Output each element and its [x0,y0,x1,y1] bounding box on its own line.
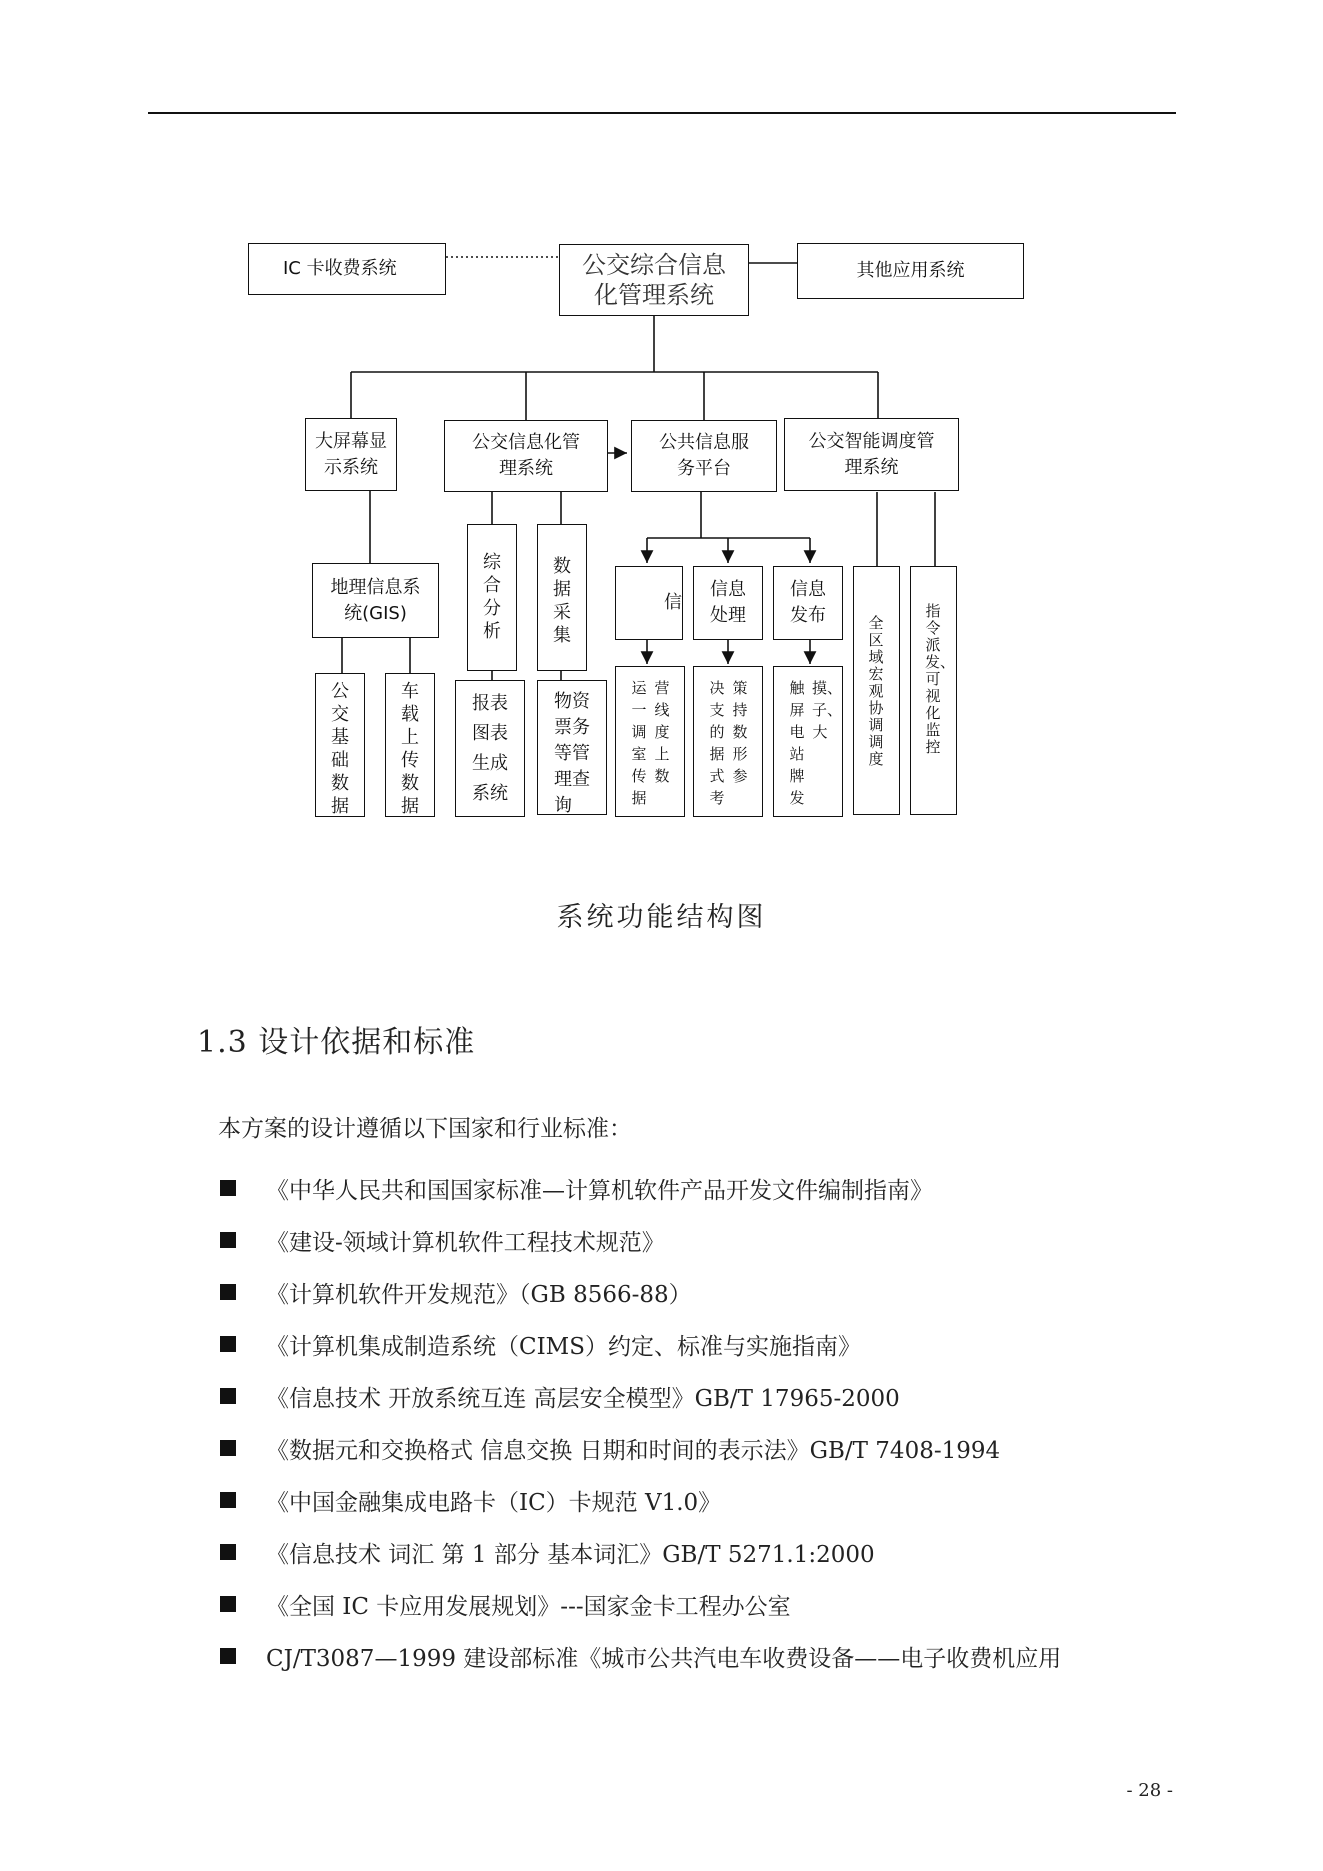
bullet-icon [220,1284,236,1300]
list-item-text: 《建设-领域计算机软件工程技术规范》 [266,1229,665,1256]
analysis-label: 综合分析 [483,552,501,642]
material-line-e: 询 [554,795,572,815]
list-item-text: 《信息技术 开放系统互连 高层安全模型》GB/T 17965-2000 [266,1385,900,1412]
list-item [220,1370,1061,1422]
list-item [220,1266,1061,1318]
touch-col-2: 摸、子、大 [812,679,843,741]
vehicle-data-label: 车载上传数据 [401,681,419,817]
info-process-label: 信息处理 [710,579,746,626]
operation-col-2: 营线度上数 [654,679,670,785]
transit-mgmt-box [444,420,608,492]
list-item [220,1630,1061,1682]
smart-dispatch-box [784,418,959,491]
decision-support-box [693,666,763,817]
list-item-text: 《中华人民共和国国家标准—计算机软件产品开发文件编制指南》 [266,1177,933,1204]
touch-col-1: 触屏电站牌发 [789,679,805,807]
decision-col-2: 策持数形参 [732,679,748,785]
list-item [220,1422,1061,1474]
list-item [220,1162,1061,1214]
main-system-label: 公交综合信息化管理系统 [582,251,726,309]
list-item-text: 《数据元和交换格式 信息交换 日期和时间的表示法》GB/T 7408-1994 [266,1437,1001,1464]
section-heading: 1.3 设计依据和标准 [197,1025,476,1060]
system-structure-diagram [0,0,1323,880]
ic-card-system-box [248,243,446,295]
ic-card-system-label: IC 卡收费系统 [283,258,397,279]
smart-dispatch-label: 公交智能调度管理系统 [808,430,935,478]
material-line-d: 理查 [554,769,590,790]
diagram-caption: 系统功能结构图 [556,902,767,933]
page-number: - 28 - [1126,1780,1173,1801]
list-item-text: 《计算机软件开发规范》（GB 8566-88） [266,1281,692,1308]
material-box [537,680,607,815]
command-monitor-label: 指令派发、可视化监控 [925,602,956,756]
info-partial-box [615,566,683,640]
list-item-text: 《计算机集成制造系统（CIMS）约定、标准与实施指南》 [266,1333,861,1360]
material-line-b: 票务 [554,717,590,738]
intro-paragraph: 本方案的设计遵循以下国家和行业标准： [218,1116,632,1142]
material-line-c: 等管 [554,743,590,764]
bullet-icon [220,1440,236,1456]
info-process-box [693,566,763,640]
other-apps-label: 其他应用系统 [856,260,965,281]
bullet-icon [220,1596,236,1612]
collect-box [537,524,587,671]
list-item [220,1214,1061,1266]
gis-box [312,563,439,638]
public-info-label: 公共信息服务平台 [659,432,749,479]
list-item [220,1526,1061,1578]
transit-mgmt-label: 公交信息化管理系统 [472,432,580,479]
info-publish-label: 信息发布 [790,579,826,626]
list-item-text: 《中国金融集成电路卡（IC）卡规范 V1.0》 [266,1489,722,1516]
bullet-icon [220,1544,236,1560]
bullet-icon [220,1232,236,1248]
collect-label: 数据采集 [553,556,571,646]
big-screen-label: 大屏幕显示系统 [315,430,387,478]
basic-data-box [315,673,365,817]
material-line-a: 物资 [554,691,590,712]
decision-col-1: 决支的据式考 [709,679,725,807]
main-system-box [559,244,749,316]
other-apps-box [797,243,1024,299]
operation-data-box [615,666,685,817]
list-item [220,1318,1061,1370]
touch-screen-box [773,666,843,817]
bullet-icon [220,1648,236,1664]
report-label: 报表图表生成系统 [472,692,508,804]
basic-data-label: 公交基础数据 [331,681,349,817]
info-partial-label: 信 [664,592,682,613]
bullet-icon [220,1492,236,1508]
list-item [220,1474,1061,1526]
operation-col-1: 运一调室传据 [631,679,647,807]
gis-label: 地理信息系统(GIS) [330,576,421,624]
vehicle-data-box [385,673,435,817]
report-box [455,680,525,817]
bullet-icon [220,1180,236,1196]
public-info-box [631,420,777,492]
bullet-icon [220,1336,236,1352]
list-item-text: 《全国 IC 卡应用发展规划》---国家金卡工程办公室 [266,1593,791,1620]
big-screen-box [305,418,397,491]
region-dispatch-label: 全区域宏观协调调度 [868,614,884,768]
analysis-box [467,524,517,671]
standards-list [220,1162,1061,1682]
list-item [220,1578,1061,1630]
bullet-icon [220,1388,236,1404]
list-item-text: CJ/T3087—1999 建设部标准《城市公共汽电车收费设备——电子收费机应用 [266,1645,1062,1672]
info-publish-box [773,566,843,640]
list-item-text: 《信息技术 词汇 第 1 部分 基本词汇》GB/T 5271.1:2000 [266,1541,875,1568]
command-monitor-box [910,566,957,815]
region-dispatch-box [853,566,900,815]
